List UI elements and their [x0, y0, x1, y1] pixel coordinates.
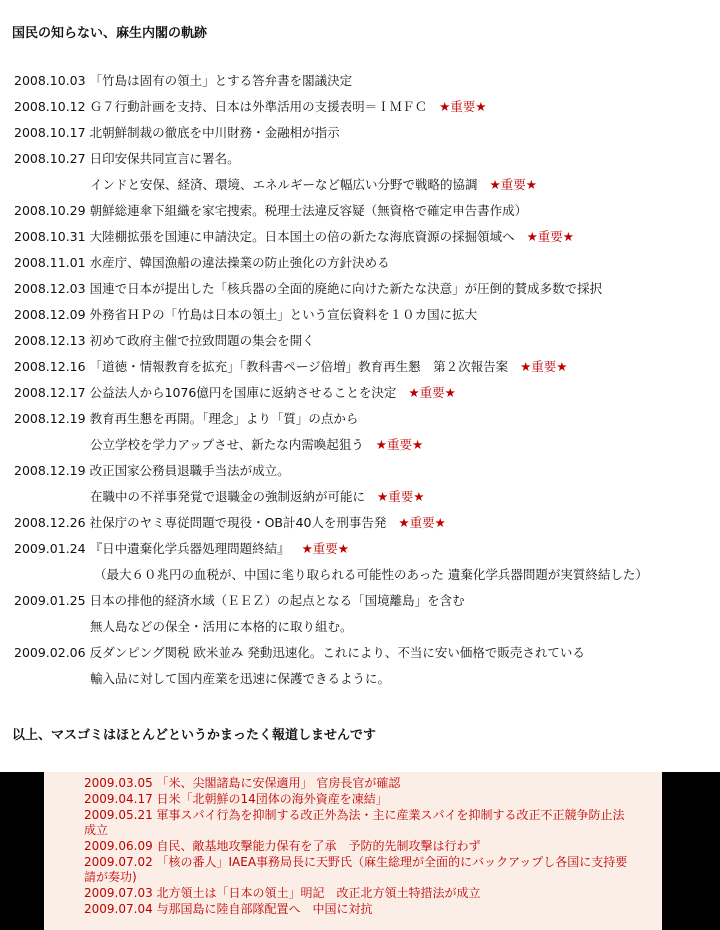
entry-line — [14, 515, 446, 531]
bottom-line: 2009.04.17 日米「北朝鮮の14団体の海外資産を凍結」 — [84, 792, 388, 806]
entry-text: インドと安保、経済、環境、エネルギーなど幅広い分野で戦略的協調 — [90, 177, 478, 192]
bottom-line: 2009.07.04 与那国島に陸自部隊配置へ 中国に対抗 — [84, 902, 373, 916]
entry-text: 日印安保共同宣言に署名。 — [89, 151, 240, 166]
bottom-line: 2009.03.05 「米、尖閣諸島に安保適用」 官房長官が確認 — [84, 776, 401, 790]
entry-text: 『日中遺棄化学兵器処理問題終結』 — [89, 541, 290, 556]
entry-text: Ｇ７行動計画を支持、日本は外準活用の支援表明＝ＩＭＦＣ — [89, 99, 428, 114]
page-title: 国民の知らない、麻生内閣の軌跡 — [12, 26, 208, 41]
entry-text: 教育再生懇を再開。「理念」より「質」の点から — [89, 411, 359, 426]
bottom-band — [0, 772, 720, 930]
entry-date: 2008.10.31 — [14, 229, 86, 244]
important-badge: ★重要★ — [439, 99, 487, 114]
entry-line — [14, 593, 465, 609]
entry-text: 社保庁のヤミ専従問題で現役・OB計40人を刑事告発 — [89, 515, 387, 530]
entry-date: 2009.01.24 — [14, 541, 86, 556]
entry-text: 大陸棚拡張を国連に申請決定。日本国土の倍の新たな海底資源の採掘領域へ — [89, 229, 515, 244]
entry-line — [14, 541, 349, 557]
entry-line — [14, 645, 585, 661]
entry-text: 公益法人から1076億円を国庫に返納させることを決定 — [89, 385, 397, 400]
entry-line — [14, 73, 352, 89]
entry-text: 外務省ＨＰの「竹島は日本の領土」という宣伝資料を１０カ国に拡大 — [89, 307, 478, 322]
entry-text: 公立学校を学力アップさせ、新たな内需喚起狙う — [90, 437, 364, 452]
entry-date: 2008.12.16 — [14, 359, 86, 374]
entry-line — [94, 567, 648, 583]
entry-line — [14, 203, 527, 219]
entry-line — [90, 177, 537, 193]
important-badge: ★重要★ — [375, 437, 424, 452]
entry-text: 朝鮮総連傘下組織を家宅捜索。税理士法違反容疑（無資格で確定申告書作成） — [89, 203, 528, 218]
entry-line — [90, 671, 390, 687]
entry-line — [14, 281, 602, 297]
footer-note: 以上、マスゴミはほとんどというかまったく報道しませんです — [12, 728, 377, 743]
entry-text: 反ダンピング関税 欧米並み 発動迅速化。これにより、不当に安い価格で販売されている — [89, 645, 585, 660]
bottom-line: 2009.07.02 「核の番人」IAEA事務局長に天野氏（麻生総理が全面的にバックアップし各国に支持要 — [84, 855, 628, 869]
entry-date: 2008.11.01 — [14, 255, 86, 270]
bottom-line: 請が奏功) — [84, 870, 137, 884]
entry-text: 輸入品に対して国内産業を迅速に保護できるように。 — [90, 671, 391, 686]
entry-text: 「竹島は固有の領土」とする答弁書を閣議決定 — [89, 73, 353, 88]
entry-line — [14, 125, 340, 141]
entry-text: 改正国家公務員退職手当法が成立。 — [89, 463, 290, 478]
entry-date: 2009.02.06 — [14, 645, 86, 660]
entry-date: 2008.10.27 — [14, 151, 86, 166]
entry-text: 国連で日本が提出した「核兵器の全面的廃絶に向けた新たな決意」が圧倒的賛成多数で採択 — [89, 281, 603, 296]
entry-line — [14, 463, 290, 479]
entry-line — [14, 359, 568, 375]
entry-date: 2008.10.29 — [14, 203, 86, 218]
entry-line — [14, 151, 240, 167]
entry-date: 2008.12.17 — [14, 385, 86, 400]
entry-text: 北朝鮮制裁の徹底を中川財務・金融相が指示 — [89, 125, 340, 140]
entry-line — [14, 411, 358, 427]
entry-date: 2008.10.17 — [14, 125, 86, 140]
entry-text: 「道徳・情報教育を拡充」「教科書ページ倍増」教育再生懇 第２次報告案 — [89, 359, 509, 374]
entry-line — [14, 307, 477, 323]
entry-text: 在職中の不祥事発覚で退職金の強制返納が可能に — [90, 489, 366, 504]
entry-date: 2008.12.13 — [14, 333, 86, 348]
important-badge: ★重要★ — [408, 385, 456, 400]
entry-date: 2008.12.19 — [14, 411, 86, 426]
important-badge: ★重要★ — [526, 229, 575, 244]
entry-line — [14, 255, 390, 271]
important-badge: ★重要★ — [520, 359, 568, 374]
bottom-line: 2009.05.21 軍事スパイ行為を抑制する改正外為法・主に産業スパイを抑制する改正不正競争防止法 — [84, 808, 625, 822]
entry-date: 2008.10.03 — [14, 73, 86, 88]
bottom-panel — [44, 772, 662, 930]
bottom-line: 2009.07.03 北方領土は「日本の領土」明記 改正北方領土特措法が成立 — [84, 886, 481, 900]
entry-date: 2008.12.09 — [14, 307, 86, 322]
entry-line — [14, 385, 456, 401]
entry-text: 水産庁、韓国漁船の違法操業の防止強化の方針決める — [89, 255, 390, 270]
entry-line — [90, 489, 424, 505]
entry-date: 2008.12.19 — [14, 463, 86, 478]
bottom-line: 2009.06.09 自民、敵基地攻撃能力保有を了承 予防的先制攻撃は行わず — [84, 839, 481, 853]
entry-date: 2009.01.25 — [14, 593, 86, 608]
entry-line — [14, 229, 574, 245]
important-badge: ★重要★ — [398, 515, 446, 530]
entry-text: 日本の排他的経済水域（ＥＥＺ）の起点となる「国境離島」を含む — [89, 593, 465, 608]
entry-line — [14, 333, 315, 349]
important-badge: ★重要★ — [377, 489, 425, 504]
entry-text: 初めて政府主催で拉致問題の集会を開く — [89, 333, 315, 348]
entry-line — [90, 619, 353, 635]
entry-text: 無人島などの保全・活用に本格的に取り組む。 — [90, 619, 353, 634]
entry-line — [90, 437, 423, 453]
important-badge: ★重要★ — [301, 541, 350, 556]
entry-date: 2008.12.03 — [14, 281, 86, 296]
entry-text: （最大６０兆円の血税が、中国に毟り取られる可能性のあった 遺棄化学兵器問題が実質終結した） — [94, 567, 648, 582]
important-badge: ★重要★ — [489, 177, 537, 192]
entry-line — [14, 99, 487, 115]
entry-date: 2008.10.12 — [14, 99, 86, 114]
entry-date: 2008.12.26 — [14, 515, 86, 530]
bottom-line: 成立 — [84, 823, 109, 837]
